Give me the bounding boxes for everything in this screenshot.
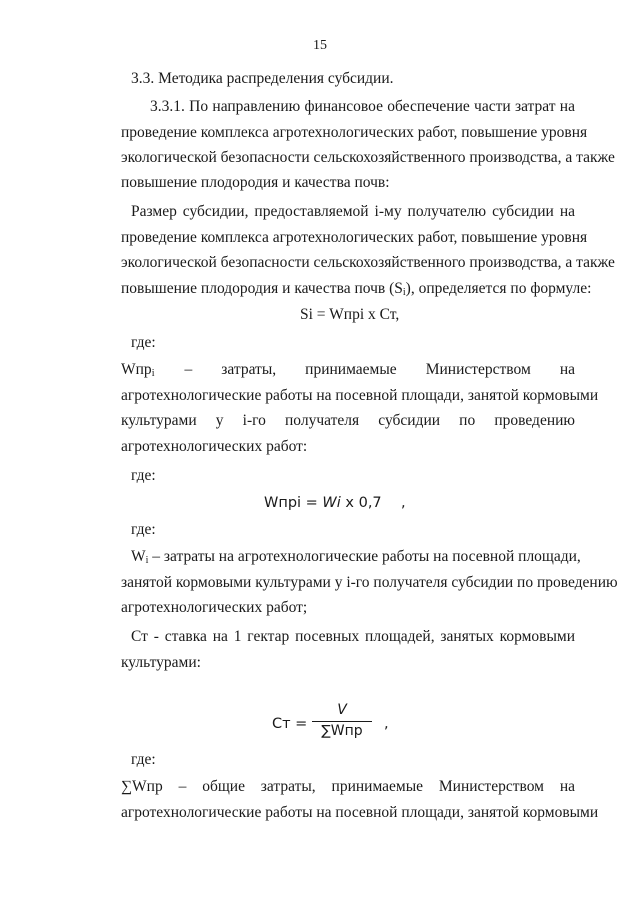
formula-3-fraction-bar bbox=[312, 721, 372, 722]
definition-4-line-1: ∑Wпр – общие затраты, принимаемые Министерством на bbox=[121, 778, 575, 795]
definition-3-line-2: культурами: bbox=[121, 654, 201, 671]
section-title: 3.3. Методика распределения субсидии. bbox=[131, 70, 394, 87]
formula-2-right: x 0,7 bbox=[340, 495, 382, 511]
definition-1-line-2: агротехнологические работы на посевной площади, занятой кормовыми bbox=[121, 387, 599, 404]
formula-2-variable: Wi bbox=[322, 495, 341, 511]
paragraph-1-line-1: 3.3.1. По направлению финансовое обеспечение части затрат на bbox=[150, 98, 575, 115]
formula-3-fraction bbox=[312, 702, 372, 742]
paragraph-2-subscript: i bbox=[402, 287, 406, 298]
formula-3-lhs: Ст = bbox=[272, 716, 308, 732]
paragraph-1-line-2: проведение комплекса агротехнологических работ, повышение уровня bbox=[121, 124, 588, 141]
paragraph-1-line-3: экологической безопасности сельскохозяйственного производства, а также bbox=[121, 149, 615, 166]
definition-1-line-1 bbox=[121, 361, 575, 383]
definition-2-line-2: занятой кормовыми культурами у i-го получателя субсидии по проведению bbox=[121, 574, 618, 591]
paragraph-2-line-4-text: повышение плодородия и качества почв (S bbox=[121, 280, 403, 297]
formula-2-left: Wпpi = bbox=[264, 495, 323, 511]
paragraph-2-line-4 bbox=[121, 280, 592, 302]
where-label-4: где: bbox=[131, 751, 156, 768]
definition-1-symbol: Wпр bbox=[121, 361, 152, 378]
definition-2-line-3: агротехнологических работ; bbox=[121, 599, 308, 616]
definition-2-symbol: W bbox=[131, 548, 146, 565]
definition-3-line-1: Ст - ставка на 1 гектар посевных площадей, занятых кормовыми bbox=[131, 628, 575, 645]
definition-1-line-4: агротехнологических работ: bbox=[121, 438, 308, 455]
where-label-3: где: bbox=[131, 521, 156, 538]
definition-2-line-1 bbox=[131, 548, 581, 570]
definition-1-line-1-rest: – затраты, принимаемые Министерством на bbox=[184, 361, 575, 378]
formula-2-comma: , bbox=[401, 495, 406, 511]
definition-4-line-2: агротехнологические работы на посевной площади, занятой кормовыми bbox=[121, 804, 599, 821]
paragraph-2-line-1: Размер субсидии, предоставляемой i-му получателю субсидии на bbox=[131, 203, 575, 220]
page-number: 15 bbox=[313, 38, 327, 53]
formula-3-denominator: ∑Wпр bbox=[321, 723, 363, 739]
paragraph-2-line-2: проведение комплекса агротехнологических работ, повышение уровня bbox=[121, 229, 588, 246]
formula-3-comma: , bbox=[384, 716, 389, 732]
definition-1-line-3: культурами у i-го получателя субсидии по проведению bbox=[121, 412, 575, 429]
where-label-2: где: bbox=[131, 467, 156, 484]
definition-2-subscript: i bbox=[145, 555, 149, 566]
definition-1-subscript: i bbox=[151, 368, 155, 379]
where-label-1: где: bbox=[131, 334, 156, 351]
formula-si: Si = Wпpi x Ст, bbox=[300, 306, 400, 323]
paragraph-2-line-4-tail: ), определяется по формуле: bbox=[405, 280, 592, 297]
definition-2-line-1-rest: – затраты на агротехнологические работы на посевной площади, bbox=[148, 548, 581, 565]
formula-3-numerator: V bbox=[337, 702, 347, 718]
formula-wpri bbox=[264, 495, 382, 511]
paragraph-2-line-3: экологической безопасности сельскохозяйственного производства, а также bbox=[121, 254, 615, 271]
paragraph-1-line-4: повышение плодородия и качества почв: bbox=[121, 174, 390, 191]
definition-1-lead bbox=[121, 361, 154, 378]
